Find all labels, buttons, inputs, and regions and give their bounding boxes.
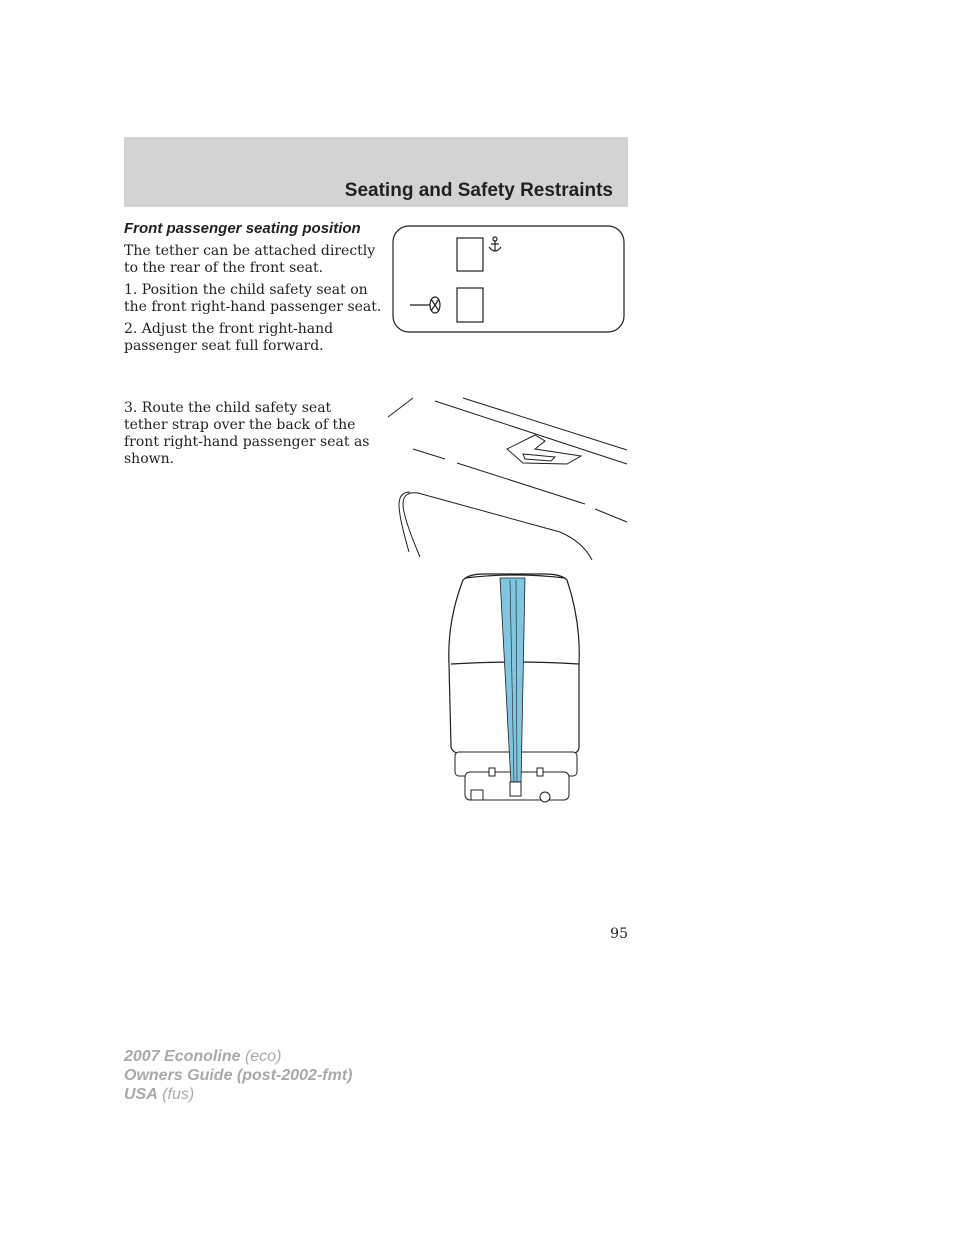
- footer-line-1: 2007 Econoline (eco): [124, 1048, 282, 1065]
- paragraph-step-1: 1. Position the child safety seat on the front right-hand passenger seat.: [124, 282, 382, 315]
- tether-anchor-bracket: [507, 435, 581, 464]
- section-heading: Front passenger seating position: [124, 220, 361, 237]
- paragraph-intro: The tether can be attached directly to the rear of the front seat.: [124, 243, 376, 276]
- footer-line-3: USA (fus): [124, 1086, 195, 1103]
- header-band: [124, 137, 628, 207]
- control-panel-figure: [390, 224, 628, 336]
- footer: [124, 1047, 352, 1104]
- page-title: Seating and Safety Restraints: [344, 180, 613, 201]
- paragraph-step-3: 3. Route the child safety seat tether strap over the back of the front right-hand passenger seat as shown.: [124, 400, 370, 467]
- seat-tether-figure: [385, 392, 630, 812]
- paragraph-step-2: 2. Adjust the front right-hand passenger seat full forward.: [124, 321, 334, 354]
- page-number: 95: [610, 926, 628, 942]
- footer-line-2: Owners Guide (post-2002-fmt): [124, 1067, 353, 1084]
